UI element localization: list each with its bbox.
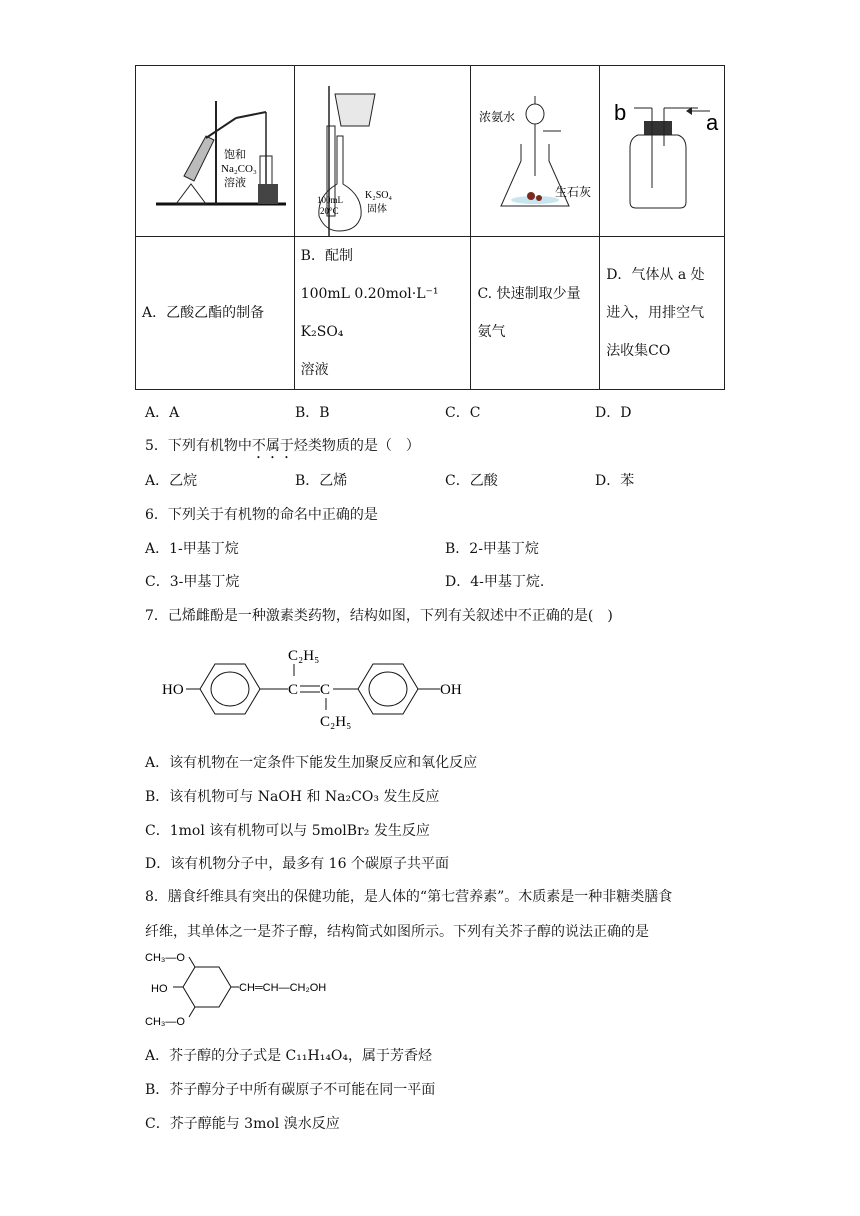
label-b: b [614,100,627,125]
caption-b: B．配制 100mL 0.20mol·L⁻¹ K₂SO₄ 溶液 [294,237,471,390]
q4-option-c: C．C [445,405,481,421]
label-na2co3: Na₂CO₃ [221,163,257,175]
q8-option-a: A．芥子醇的分子式是 C₁₁H₁₄O₄，属于芳香烃 [145,1048,433,1064]
c-left-label: C [288,682,299,698]
label-k2so4: K₂SO₄ [364,190,392,201]
q4-option-d: D．D [595,405,632,421]
q5-option-d: D．苯 [595,473,635,489]
q5-stem: 5．下列有机物中不属于烃类物质的是（ ） [145,438,420,454]
side-chain-label: CH═CH—CH₂OH [239,982,327,994]
methoxy-bottom-label: CH₃—O [145,1016,185,1028]
sinapyl-alcohol-structure [145,945,355,1030]
ammonia-generator-image [471,66,599,236]
oh-label: OH [440,682,462,698]
methoxy-top-label: CH₃—O [145,952,185,964]
volumetric-flask-image [295,66,471,236]
apparatus-table [135,65,725,390]
q4-option-a: A．A [145,405,180,421]
q4-option-b: B．B [295,405,330,421]
ester-prep-apparatus-image [136,66,294,236]
q5-emphasis: 不属于 [251,438,294,454]
apparatus-cell-d [600,66,725,237]
q5-option-c: C．乙酸 [445,473,498,489]
q6-stem: 6．下列关于有机物的命名中正确的是 [145,507,378,523]
q6-option-c: C．3-甲基丁烷 [145,574,240,590]
q6-option-d: D．4-甲基丁烷. [445,574,545,590]
q8-option-c: C．芥子醇能与 3mol 溴水反应 [145,1116,340,1132]
q5-option-a: A．乙烷 [145,473,198,489]
q7-option-d: D．该有机物分子中，最多有 16 个碳原子共平面 [145,856,449,872]
q7-option-b: B．该有机物可与 NaOH 和 Na₂CO₃ 发生反应 [145,789,440,805]
label-solid: 固体 [366,204,387,215]
label-quicklime: 生石灰 [555,185,592,199]
ethyl-top-label: C₂H₅ [288,648,320,664]
ho-label: HO [162,682,184,698]
caption-c: C. 快速制取少量 氨气 [471,237,600,390]
label-saturated: 饱和 [224,149,246,161]
label-20c: 20°C [319,206,339,216]
q8-stem-line2: 纤维，其单体之一是芥子醇，结构简式如图所示。下列有关芥子醇的说法正确的是 [145,924,649,940]
ethyl-bottom-label: C₂H₅ [320,714,352,730]
apparatus-cell-a [136,66,295,237]
hydroxy-label: HO [151,983,168,995]
label-conc-ammonia: 浓氨水 [479,110,516,124]
diethylstilbestrol-structure [150,640,480,735]
label-a: a [706,110,719,135]
caption-a: A．乙酸乙酯的制备 [136,237,295,390]
q7-option-c: C．1mol 该有机物可以与 5molBr₂ 发生反应 [145,823,430,839]
label-100ml: 100mL [316,195,343,205]
c-right-label: C [320,682,331,698]
caption-d: D．气体从 a 处 进入，用排空气 法收集CO [600,237,725,390]
label-solution: 溶液 [224,177,246,189]
gas-bottle-image [600,66,724,236]
q7-stem: 7．己烯雌酚是一种激素类药物，结构如图，下列有关叙述中不正确的是( ) [145,608,613,624]
q5-option-b: B．乙烯 [295,473,348,489]
q8-option-b: B．芥子醇分子中所有碳原子不可能在同一平面 [145,1082,436,1098]
apparatus-cell-c [471,66,600,237]
q6-option-b: B．2-甲基丁烷 [445,541,539,557]
apparatus-cell-b [294,66,471,237]
q8-stem-line1: 8．膳食纤维具有突出的保健功能，是人体的“第七营养素”。木质素是一种非糖类膳食 [145,889,673,905]
q6-option-a: A．1-甲基丁烷 [145,541,239,557]
q7-option-a: A．该有机物在一定条件下能发生加聚反应和氧化反应 [145,755,478,771]
